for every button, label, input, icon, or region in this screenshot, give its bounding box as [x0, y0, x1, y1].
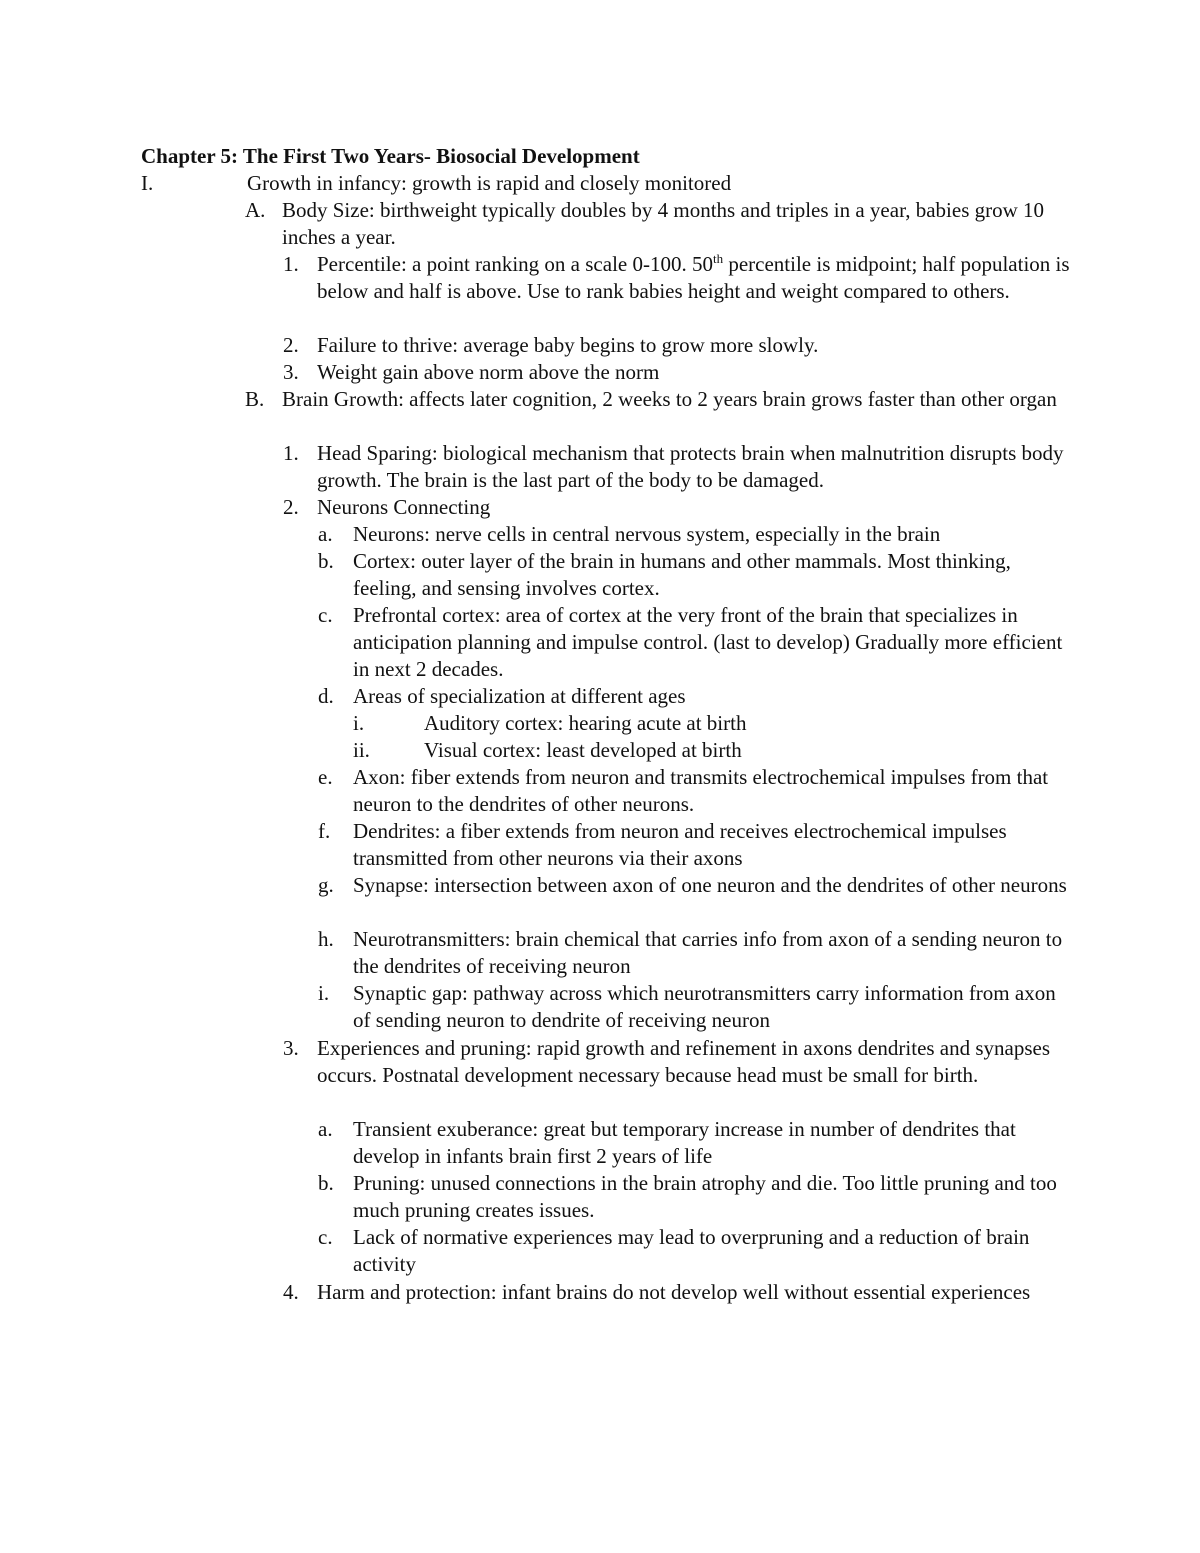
- outline-marker: a.: [318, 1117, 333, 1141]
- page-title: Chapter 5: The First Two Years- Biosocial Development: [141, 144, 640, 168]
- outline-text: Transient exuberance: great but temporary increase in number of dendrites that develop in infants brain first 2 years of life: [353, 1117, 1016, 1168]
- outline-text: Cortex: outer layer of the brain in humans and other mammals. Most thinking, feeling, and sensing involves cortex.: [353, 549, 1011, 600]
- outline-marker: 1.: [283, 252, 299, 276]
- outline-text: Neurotransmitters: brain chemical that carries info from axon of a sending neuron to the dendrites of receiving neuron: [353, 927, 1063, 978]
- outline-text: Weight gain above norm above the norm: [317, 360, 660, 384]
- outline-marker: d.: [318, 684, 334, 708]
- outline-text: Body Size: birthweight typically doubles by 4 months and triples in a year, babies grow 10 inches a year.: [282, 198, 1045, 249]
- outline-marker: 2.: [283, 333, 299, 357]
- outline-text: [317, 251, 1077, 305]
- outline-marker: 3.: [283, 1036, 299, 1060]
- outline-text: Growth in infancy: growth is rapid and closely monitored: [247, 171, 732, 195]
- text-part: percentile is midpoint; half population is below and half is above. Use to rank babies height and weight compared to others.: [317, 252, 1070, 303]
- outline-marker: e.: [318, 765, 333, 789]
- outline-marker: f.: [318, 819, 331, 843]
- outline-text: Synaptic gap: pathway across which neurotransmitters carry information from axon of sending neuron to dendrite of receiving neuron: [353, 981, 1056, 1032]
- outline-marker: i.: [318, 981, 330, 1005]
- outline-text: Neurons: nerve cells in central nervous system, especially in the brain: [353, 522, 941, 546]
- outline-marker: I.: [141, 171, 154, 195]
- outline-text: Visual cortex: least developed at birth: [424, 738, 742, 762]
- outline-text: Dendrites: a fiber extends from neuron and receives electrochemical impulses transmitted from other neurons via their axons: [353, 819, 1007, 870]
- superscript: th: [712, 251, 724, 266]
- outline-text: Axon: fiber extends from neuron and transmits electrochemical impulses from that neuron to the dendrites of other neurons.: [353, 765, 1049, 816]
- outline-marker: 3.: [283, 360, 299, 384]
- outline-marker: a.: [318, 522, 333, 546]
- outline-marker: h.: [318, 927, 334, 951]
- outline-text: Failure to thrive: average baby begins to grow more slowly.: [317, 333, 819, 357]
- outline-text: Prefrontal cortex: area of cortex at the very front of the brain that specializes in anticipation planning and impulse control. (last to develop) Gradually more efficient in next 2 decades.: [353, 603, 1063, 681]
- outline-marker: 1.: [283, 441, 299, 465]
- outline-marker: i.: [353, 711, 365, 735]
- outline-marker: B.: [245, 387, 265, 411]
- text-part: Percentile: a point ranking on a scale 0-100. 50: [317, 252, 713, 276]
- outline-text: Areas of specialization at different ages: [353, 684, 686, 708]
- outline-marker: b.: [318, 549, 334, 573]
- outline-text: Pruning: unused connections in the brain atrophy and die. Too little pruning and too much pruning creates issues.: [353, 1171, 1057, 1222]
- outline-marker: A.: [245, 198, 266, 222]
- outline-text: Head Sparing: biological mechanism that protects brain when malnutrition disrupts body growth. The brain is the last part of the body to be damaged.: [317, 441, 1064, 492]
- outline-marker: g.: [318, 873, 334, 897]
- outline-text: Harm and protection: infant brains do not develop well without essential experiences: [317, 1280, 1031, 1304]
- outline-text: Synapse: intersection between axon of one neuron and the dendrites of other neurons: [353, 873, 1067, 897]
- outline-marker: 2.: [283, 495, 299, 519]
- outline-text: Neurons Connecting: [317, 495, 491, 519]
- outline-marker: b.: [318, 1171, 334, 1195]
- outline-text: Experiences and pruning: rapid growth and refinement in axons dendrites and synapses occurs. Postnatal development necessary because head must be small for birth.: [317, 1036, 1051, 1087]
- outline-text: Lack of normative experiences may lead to overpruning and a reduction of brain activity: [353, 1225, 1030, 1276]
- outline-marker: ii.: [353, 738, 370, 762]
- outline-text: Brain Growth: affects later cognition, 2 weeks to 2 years brain grows faster than other organ: [282, 387, 1057, 411]
- outline-marker: c.: [318, 603, 333, 627]
- outline-marker: 4.: [283, 1280, 299, 1304]
- outline-text: Auditory cortex: hearing acute at birth: [424, 711, 747, 735]
- outline-marker: c.: [318, 1225, 333, 1249]
